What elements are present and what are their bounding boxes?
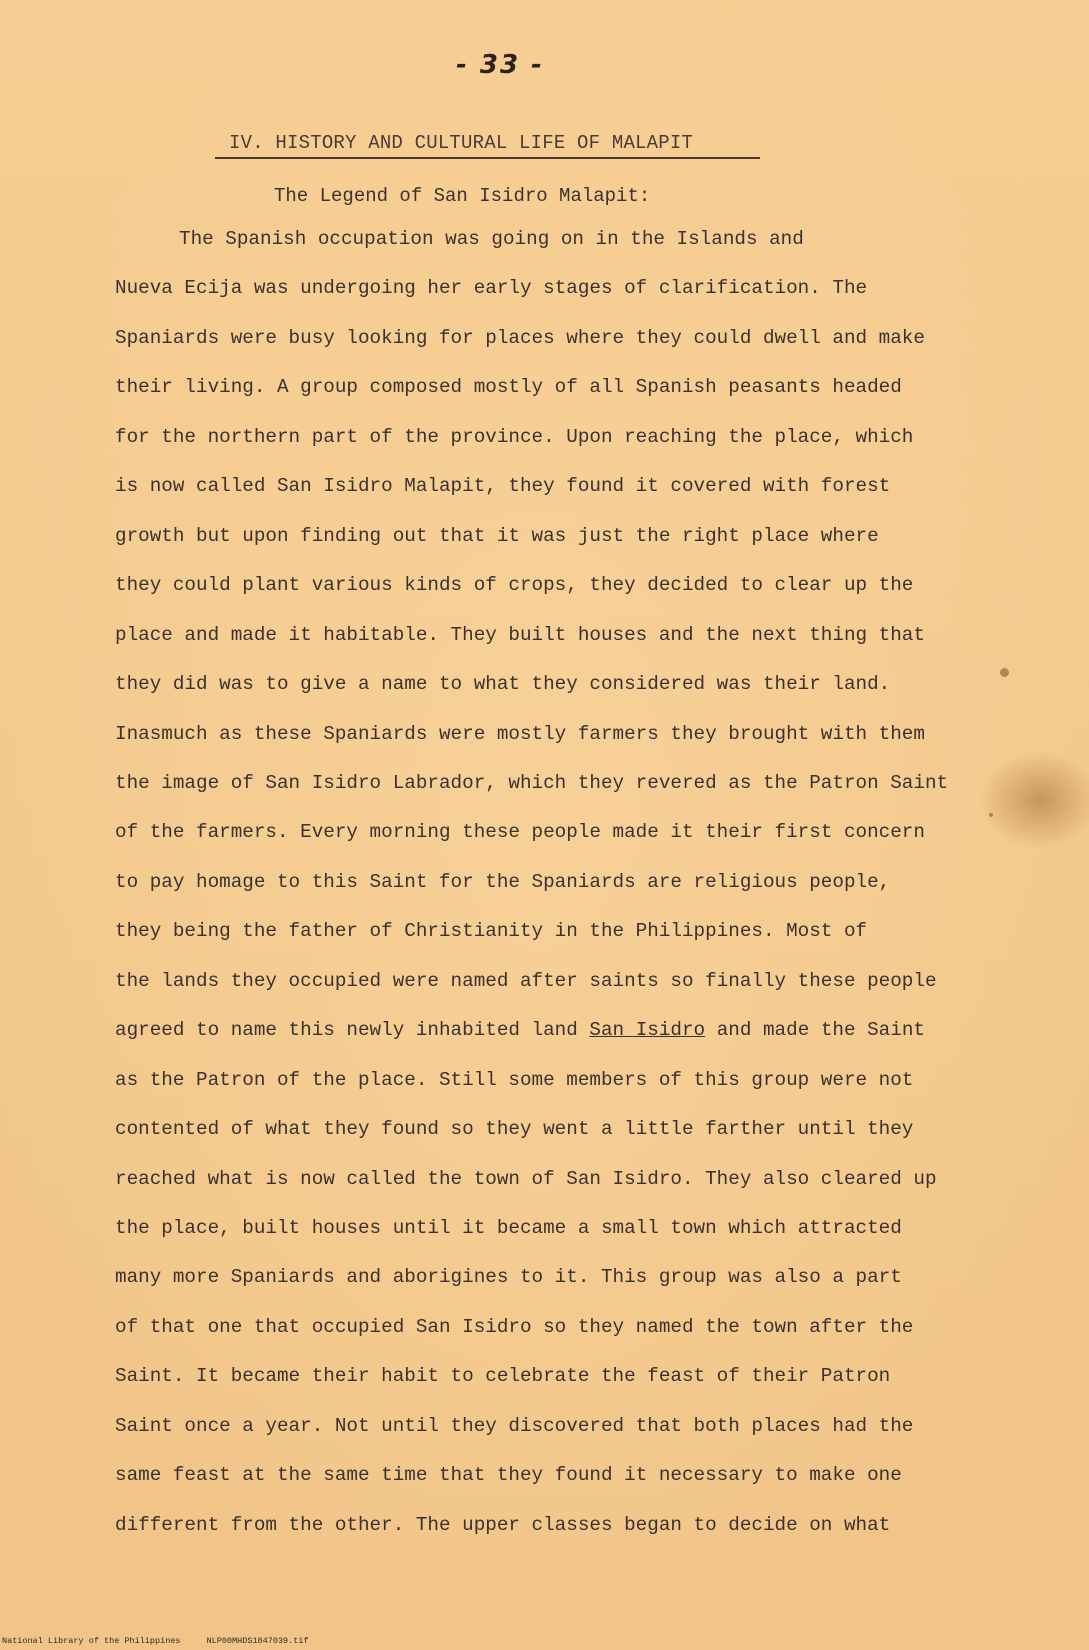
page-number: - 33 - — [456, 50, 544, 80]
scan-footer — [2, 1636, 309, 1646]
paragraph-line: Spaniards were busy looking for places where they could dwell and make — [115, 326, 925, 349]
paragraph-line: of that one that occupied San Isidro so they named the town after the — [115, 1315, 914, 1338]
footer-library: National Library of the Philippines — [2, 1636, 181, 1646]
paragraph-line: they did was to give a name to what they considered was their land. — [115, 673, 891, 696]
paragraph-line: they could plant various kinds of crops, they decided to clear up the — [115, 574, 914, 597]
paragraph-line: contented of what they found so they went a little farther until they — [115, 1118, 914, 1141]
paragraph-line: growth but upon finding out that it was just the right place where — [115, 524, 879, 547]
paragraph-line: Saint once a year. Not until they discovered that both places had the — [115, 1414, 914, 1437]
paragraph-line: reached what is now called the town of San Isidro. They also cleared up — [115, 1167, 937, 1190]
paragraph-line: for the northern part of the province. Upon reaching the place, which — [115, 425, 914, 448]
paragraph-line: agreed to name this newly inhabited land San Isidro and made the Saint — [115, 1019, 925, 1042]
ink-stain — [1000, 668, 1009, 677]
footer-file-id: NLP00MHDS1847039.tif — [206, 1636, 309, 1646]
paragraph-line: place and made it habitable. They built houses and the next thing that — [115, 623, 925, 646]
underlined-place-name: San Isidro — [589, 1019, 706, 1042]
paragraph-line: they being the father of Christianity in the Philippines. Most of — [115, 920, 868, 943]
paragraph-line: their living. A group composed mostly of all Spanish peasants headed — [115, 376, 902, 399]
subtitle: The Legend of San Isidro Malapit: — [274, 185, 651, 207]
paragraph-line: to pay homage to this Saint for the Spaniards are religious people, — [115, 870, 891, 893]
paragraph-line: The Spanish occupation was going on in the Islands and — [179, 228, 804, 250]
paragraph-line: same feast at the same time that they found it necessary to make one — [115, 1464, 902, 1487]
paragraph-line: the place, built houses until it became a small town which attracted — [115, 1217, 902, 1239]
paragraph-line: Inasmuch as these Spaniards were mostly farmers they brought with them — [115, 722, 925, 745]
paragraph-line: many more Spaniards and aborigines to it. This group was also a part — [115, 1266, 902, 1289]
paragraph-line: as the Patron of the place. Still some members of this group were not — [115, 1068, 914, 1091]
paragraph-line: Saint. It became their habit to celebrate the feast of their Patron — [115, 1365, 891, 1388]
paragraph-line: of the farmers. Every morning these people made it their first concern — [115, 821, 925, 844]
ink-stain — [989, 813, 993, 817]
paragraph-line: different from the other. The upper classes began to decide on what — [115, 1513, 891, 1536]
paragraph-line: is now called San Isidro Malapit, they found it covered with forest — [115, 475, 891, 498]
paragraph-line: Nueva Ecija was undergoing her early stages of clarification. The — [115, 277, 868, 300]
paragraph-line: the lands they occupied were named after saints so finally these people — [115, 969, 937, 992]
title-underline — [215, 157, 760, 159]
paragraph-line: the image of San Isidro Labrador, which they revered as the Patron Saint — [115, 771, 949, 794]
section-title: IV. HISTORY AND CULTURAL LIFE OF MALAPIT — [229, 132, 694, 154]
